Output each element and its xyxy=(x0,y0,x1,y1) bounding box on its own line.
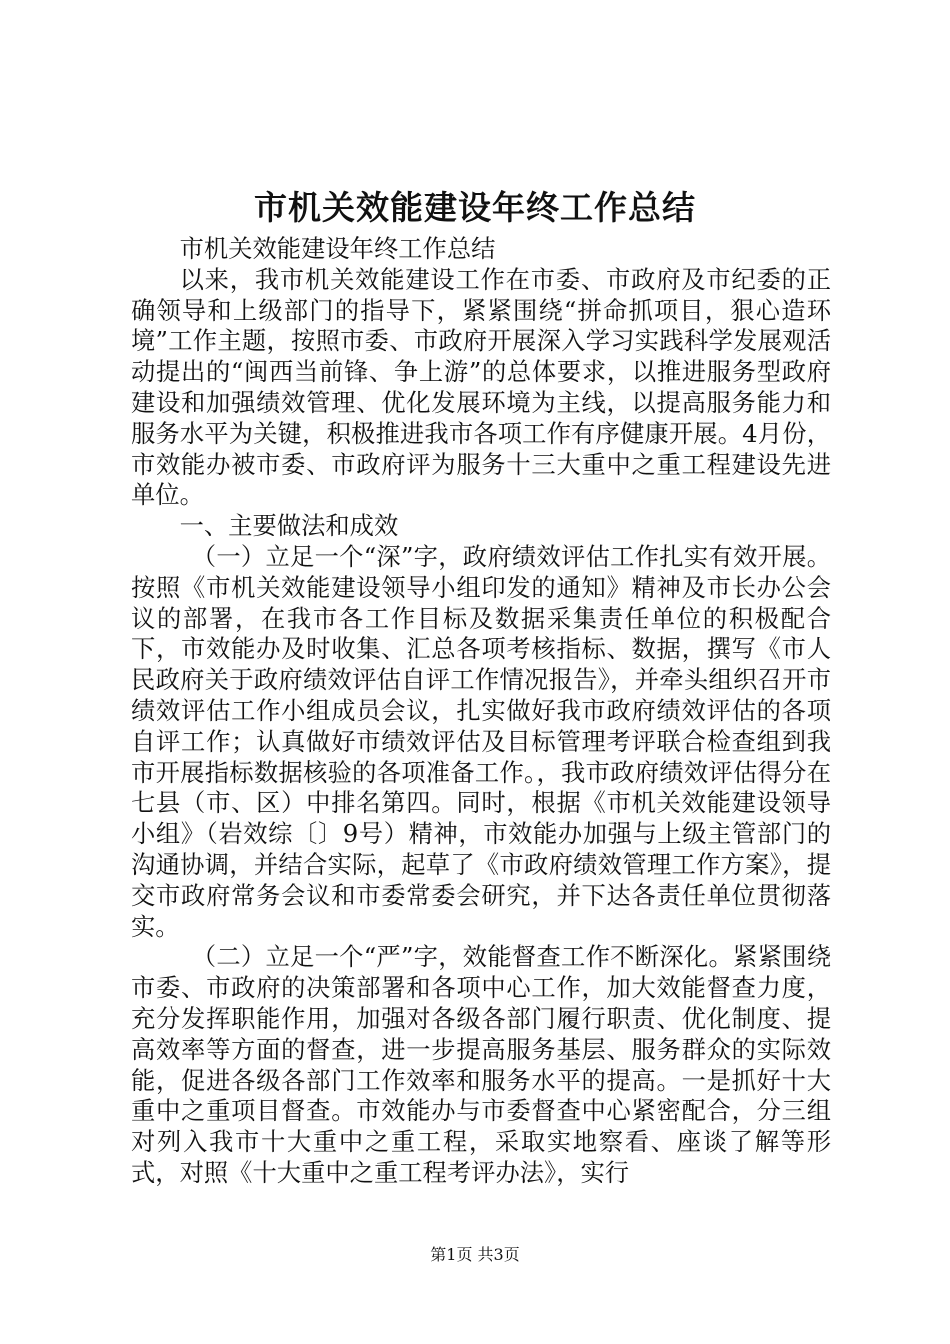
paragraph-section-2: （二）立足一个“严”字，效能督查工作不断深化。紧紧围绕市委、市政府的决策部署和各项中心工作，加大效能督查力度，充分发挥职能作用，加强对各级各部门履行职责、优化制度、提高效率等方面的督查，进一步提高服务基层、服务群众的实际效能，促进各级各部门工作效率和服务水平的提高。一是抓好十大重中之重项目督查。市效能办与市委督查中心紧密配合，分三组对列入我市十大重中之重工程，采取实地察看、座谈了解等形式，对照《十大重中之重工程考评办法》，实行 xyxy=(131,942,831,1187)
page-footer: 第1页 共3页 xyxy=(430,1245,520,1264)
paragraph-intro: 以来，我市机关效能建设工作在市委、市政府及市纪委的正确领导和上级部门的指导下，紧紧围绕“拼命抓项目，狠心造环境”工作主题，按照市委、市政府开展深入学习实践科学发展观活动提出的“闽西当前锋、争上游”的总体要求，以推进服务型政府建设和加强绩效管理、优化发展环境为主线，以提高服务能力和服务水平为关键，积极推进我市各项工作有序健康开展。4月份，市效能办被市委、市政府评为服务十三大重中之重工程建设先进单位。 xyxy=(131,264,831,510)
document-title: 市机关效能建设年终工作总结 xyxy=(254,188,696,227)
section-heading: 一、主要做法和成效 xyxy=(179,511,399,541)
paragraph-section-1: （一）立足一个“深”字，政府绩效评估工作扎实有效开展。按照《市机关效能建设领导小组印发的通知》精神及市长办公会议的部署，在我市各工作目标及数据采集责任单位的积极配合下，市效能办及时收集、汇总各项考核指标、数据，撰写《市人民政府关于政府绩效评估自评工作情况报告》，并牵头组织召开市绩效评估工作小组成员会议，扎实做好我市政府绩效评估的各项自评工作；认真做好市绩效评估及目标管理考评联合检查组到我市开展指标数据核验的各项准备工作。，我市政府绩效评估得分在七县（市、区）中排名第四。同时，根据《市机关效能建设领导小组》（岩效综〔〕9号）精神，市效能办加强与上级主管部门的沟通协调，并结合实际，起草了《市政府绩效管理工作方案》，提交市政府常务会议和市委常委会研究，并下达各责任单位贯彻落实。 xyxy=(131,541,831,941)
document-body xyxy=(131,234,831,1189)
paragraph-subtitle: 市机关效能建设年终工作总结 xyxy=(179,234,496,263)
